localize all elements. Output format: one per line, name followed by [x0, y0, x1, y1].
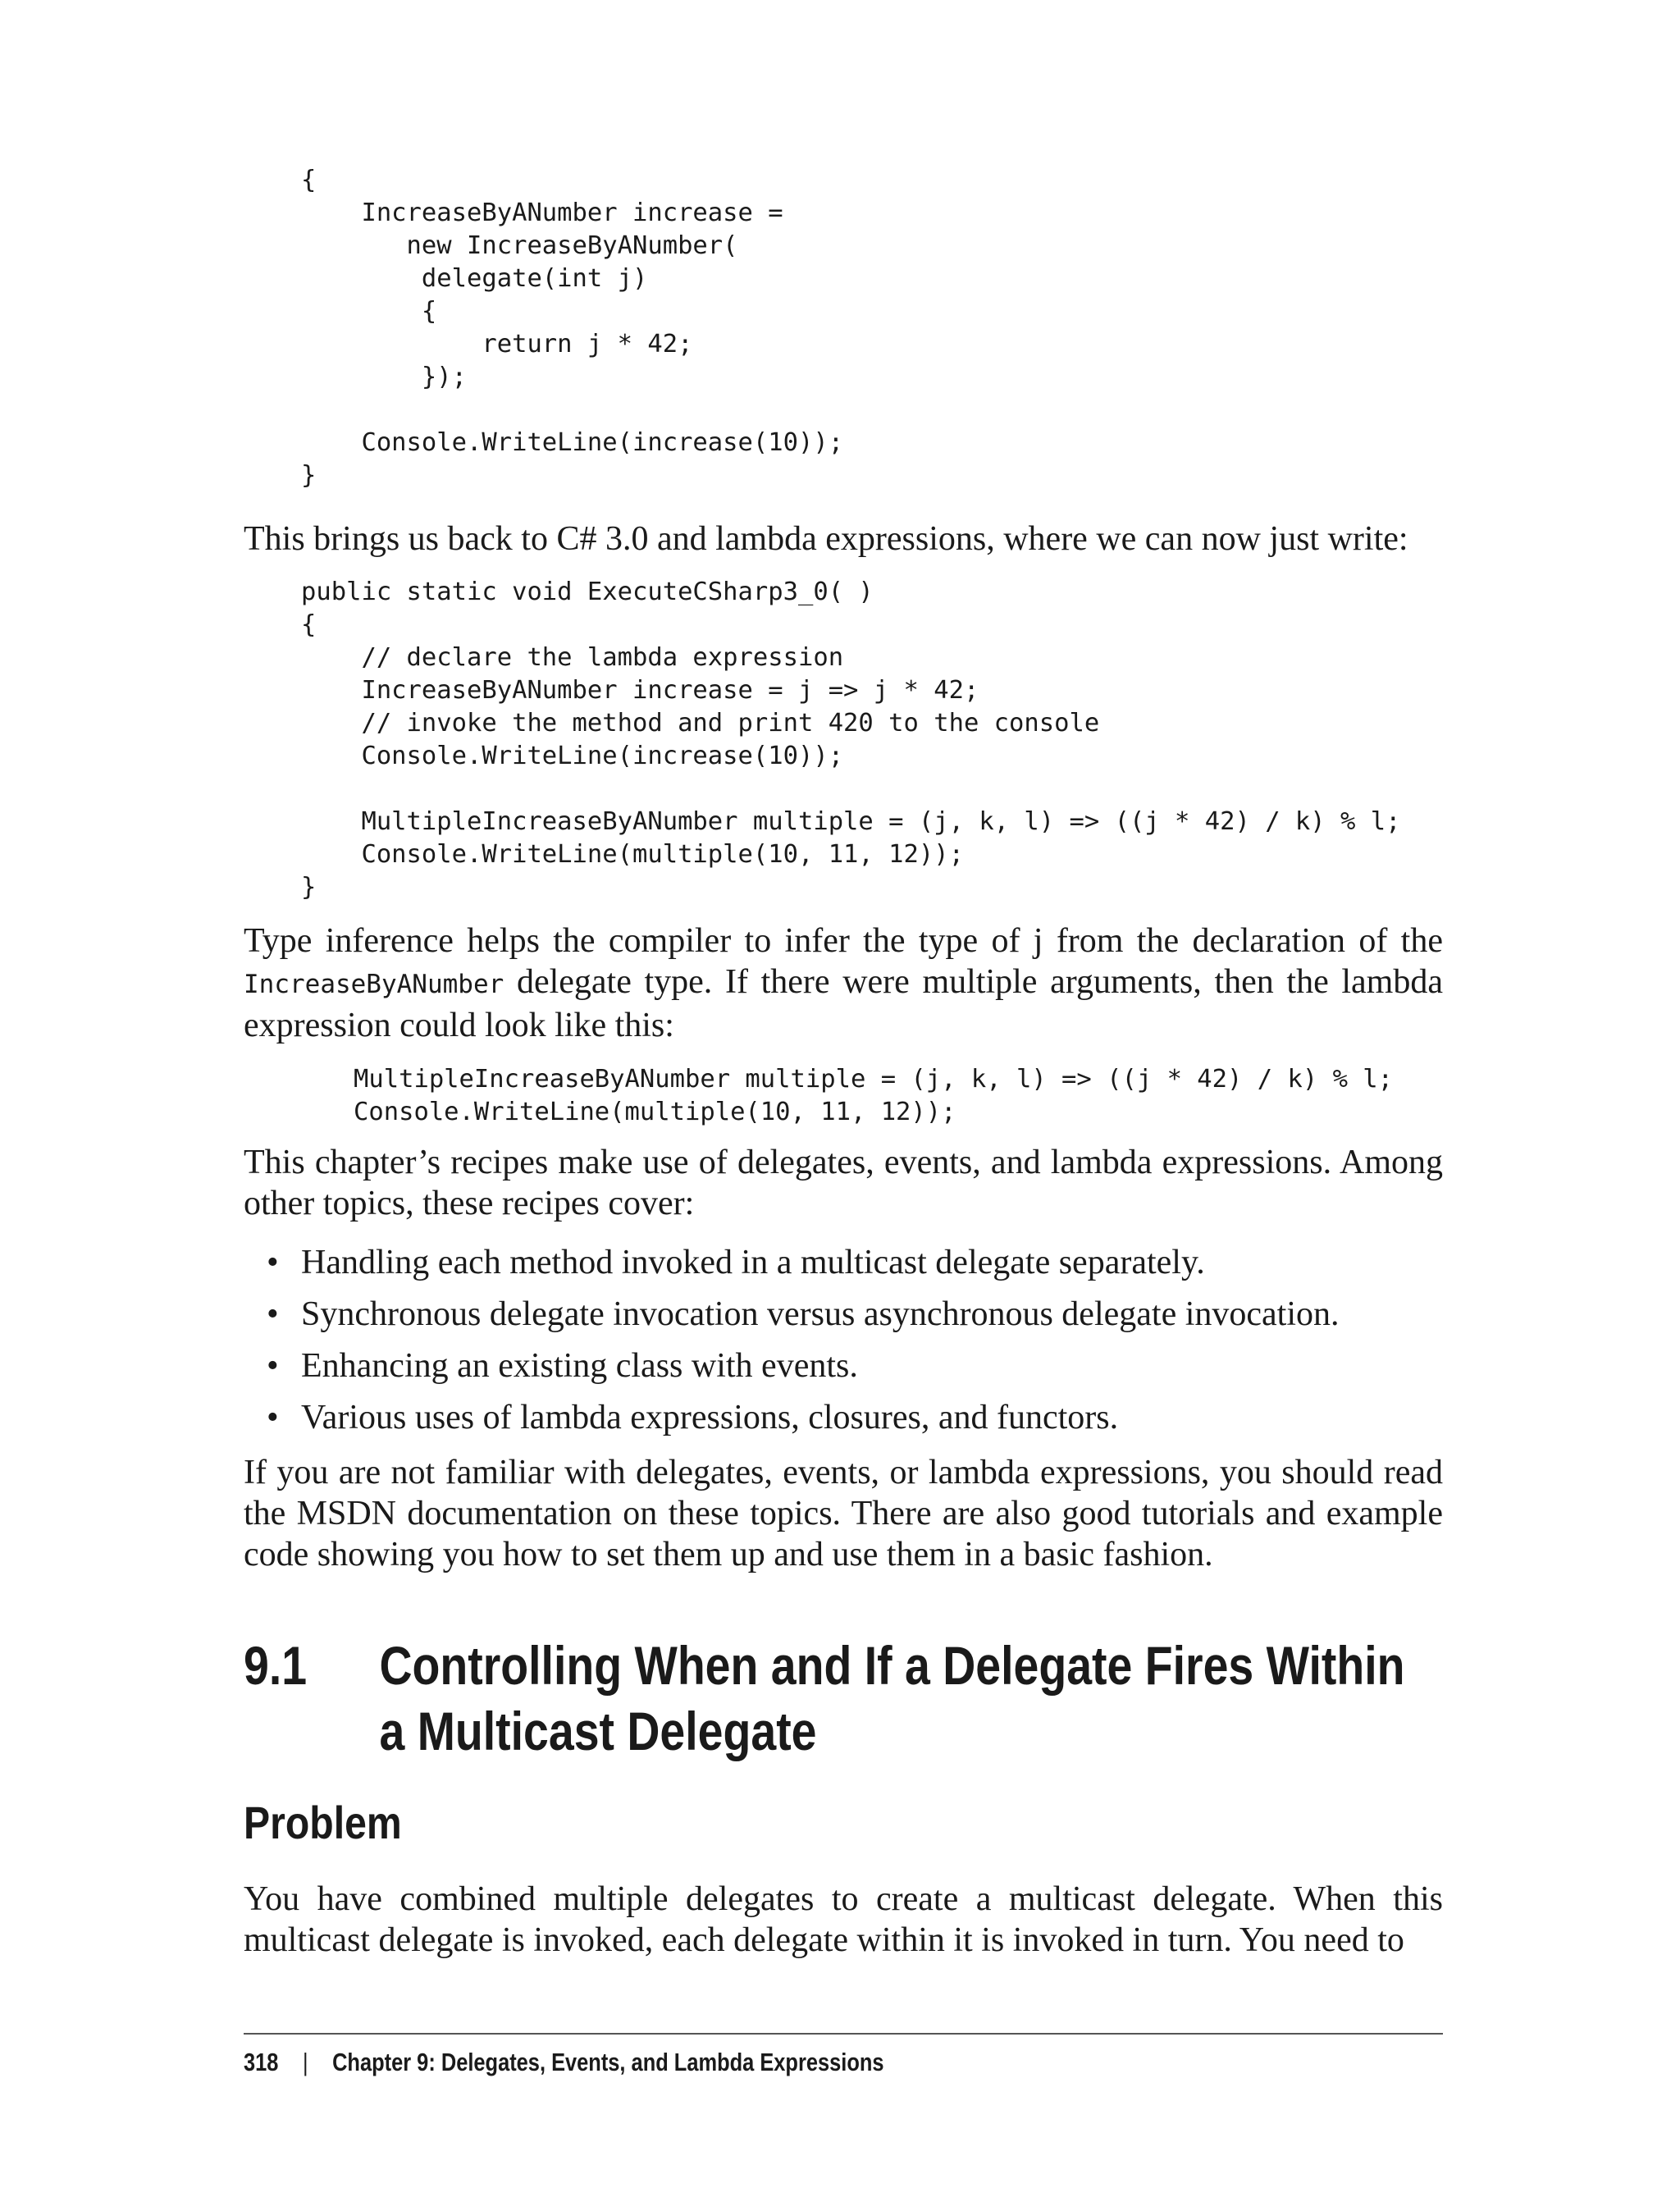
section-title: Controlling When and If a Delegate Fires Within a Multicast Delegate: [379, 1635, 1405, 1761]
section-number: 9.1: [244, 1635, 308, 1696]
paragraph-msdn-docs: If you are not familiar with delegates, events, or lambda expressions, you should read the MSDN documentation on these topics. There are also good tutorials and example code showing you how to set them up and use them in a basic fashion.: [244, 1454, 1443, 1573]
paragraph-type-inference: [244, 920, 1443, 1046]
book-page: [244, 0, 1443, 2206]
list-item: [267, 1289, 1431, 1340]
footer-divider: [244, 2033, 1443, 2035]
list-item: [267, 1340, 1431, 1392]
subheading-problem: Problem: [244, 1797, 402, 1848]
code-block-anonymous-method: { IncreaseByANumber increase = new IncreaseByANumber( delegate(int j) { return j * 42; }); Console.WriteLine(increase(10)); }: [301, 166, 844, 490]
list-item: [267, 1237, 1431, 1289]
list-item-text: Enhancing an existing class with events.: [301, 1347, 858, 1385]
bullet-glyph: •: [267, 1295, 279, 1333]
paragraph-type-inference-part1: Type inference helps the compiler to infer the type of j from the declaration of the: [244, 922, 1443, 960]
code-block-multiple-args: MultipleIncreaseByANumber multiple = (j, k, l) => ((j * 42) / k) % l; Console.WriteLine(multiple(10, 11, 12));: [354, 1065, 1394, 1126]
paragraph-lambda-intro: This brings us back to C# 3.0 and lambda expressions, where we can now just write:: [244, 520, 1408, 558]
running-chapter-title: Chapter 9: Delegates, Events, and Lambda Expressions: [332, 2048, 884, 2076]
bullet-glyph: •: [267, 1399, 279, 1436]
list-item-text: Handling each method invoked in a multicast delegate separately.: [301, 1244, 1205, 1281]
bullet-glyph: •: [267, 1244, 279, 1281]
bullet-glyph: •: [267, 1347, 279, 1385]
list-item: [267, 1392, 1431, 1444]
page-number: 318: [244, 2048, 279, 2076]
list-item-text: Various uses of lambda expressions, closures, and functors.: [301, 1399, 1119, 1436]
page-footer: [244, 2046, 884, 2079]
code-block-lambda-example: public static void ExecuteCSharp3_0( ) { // declare the lambda expression IncreaseByANumber increase = j => j * 42; // invoke the method and print 420 to the console Console.WriteLine(increase(10)); MultipleIncreaseByANumber multiple = (j, k, l) => ((j * 42) / k) % l; Console.WriteLine(multiple(10, 11, 12)); }: [301, 578, 1401, 902]
footer-separator: |: [302, 2048, 308, 2076]
inline-code-delegate-type: IncreaseByANumber: [244, 970, 504, 999]
recipe-topics-list: [267, 1237, 1431, 1444]
paragraph-chapter-recipes: This chapter’s recipes make use of delegates, events, and lambda expressions. Among other topics, these recipes cover:: [244, 1144, 1443, 1222]
paragraph-problem: You have combined multiple delegates to create a multicast delegate. When this multicast delegate is invoked, each delegate within it is invoked in turn. You need to: [244, 1880, 1443, 1959]
list-item-text: Synchronous delegate invocation versus asynchronous delegate invocation.: [301, 1295, 1340, 1333]
paragraph-type-inference-part2: delegate type. If there were multiple arguments, then the lambda expression could look like this:: [244, 963, 1443, 1044]
